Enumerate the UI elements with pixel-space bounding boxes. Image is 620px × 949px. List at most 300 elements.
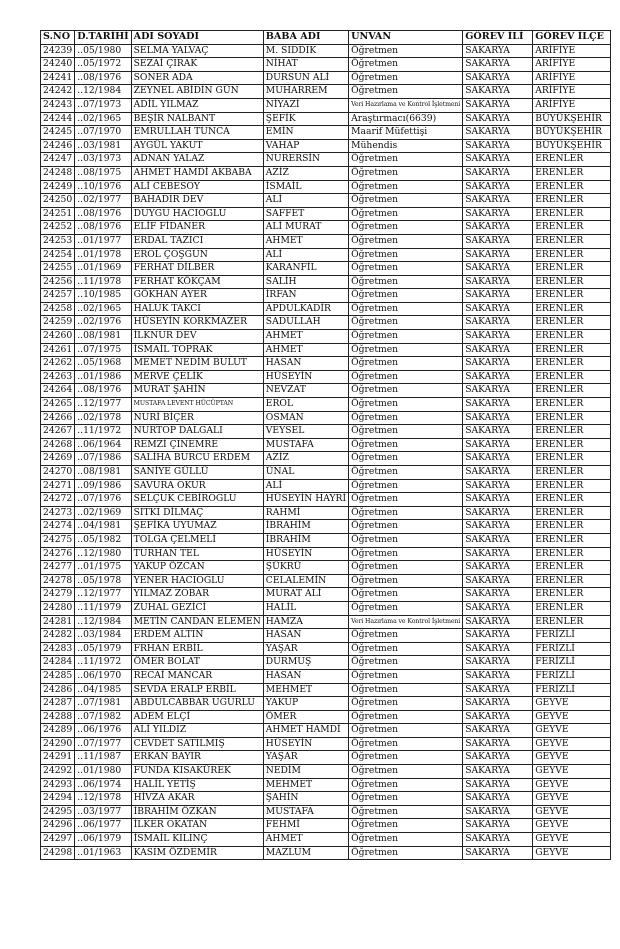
sno-cell: 24265 bbox=[41, 398, 75, 412]
birth-date-cell: ..03/1977 bbox=[75, 805, 131, 819]
full-name-cell: İLKER OKATAN bbox=[131, 819, 263, 833]
title-cell: Veri Hazırlama ve Kontrol İşletmeni bbox=[349, 98, 463, 112]
sno-cell: 24246 bbox=[41, 139, 75, 153]
province-cell: SAKARYA bbox=[463, 234, 533, 248]
table-row bbox=[41, 262, 611, 276]
father-name-cell: VAHAP bbox=[263, 139, 348, 153]
district-cell: ERENLER bbox=[533, 574, 611, 588]
district-cell: ERENLER bbox=[533, 425, 611, 439]
father-name-cell: MUHARREM bbox=[263, 85, 348, 99]
title-cell: Öğretmen bbox=[349, 710, 463, 724]
province-cell: SAKARYA bbox=[463, 615, 533, 629]
full-name-cell: ZUHAL GEZİCİ bbox=[131, 601, 263, 615]
birth-date-cell: ..01/1963 bbox=[75, 846, 131, 860]
province-cell: SAKARYA bbox=[463, 588, 533, 602]
birth-date-cell: ..02/1965 bbox=[75, 112, 131, 126]
birth-date-cell: ..07/1970 bbox=[75, 126, 131, 140]
province-cell: SAKARYA bbox=[463, 262, 533, 276]
father-name-cell: ŞEFİK bbox=[263, 112, 348, 126]
full-name-cell: ABDULCABBAR UGURLU bbox=[131, 697, 263, 711]
table-row bbox=[41, 642, 611, 656]
full-name-cell: ALİ CEBESOY bbox=[131, 180, 263, 194]
sno-cell: 24272 bbox=[41, 493, 75, 507]
table-row bbox=[41, 85, 611, 99]
table-row bbox=[41, 737, 611, 751]
sno-cell: 24279 bbox=[41, 588, 75, 602]
table-row bbox=[41, 533, 611, 547]
table-row bbox=[41, 330, 611, 344]
full-name-cell: HİVZA AKAR bbox=[131, 792, 263, 806]
birth-date-cell: ..06/1977 bbox=[75, 819, 131, 833]
father-name-cell: HASAN bbox=[263, 357, 348, 371]
birth-date-cell: ..12/1977 bbox=[75, 588, 131, 602]
province-cell: SAKARYA bbox=[463, 438, 533, 452]
title-cell: Öğretmen bbox=[349, 724, 463, 738]
full-name-cell: NURTOP DALGALI bbox=[131, 425, 263, 439]
father-name-cell: ŞAHİN bbox=[263, 792, 348, 806]
province-cell: SAKARYA bbox=[463, 751, 533, 765]
birth-date-cell: ..02/1965 bbox=[75, 302, 131, 316]
header-full-name: ADI SOYADI bbox=[131, 31, 263, 45]
father-name-cell: FEHMİ bbox=[263, 819, 348, 833]
province-cell: SAKARYA bbox=[463, 805, 533, 819]
table-row bbox=[41, 112, 611, 126]
title-cell: Öğretmen bbox=[349, 574, 463, 588]
sno-cell: 24284 bbox=[41, 656, 75, 670]
full-name-cell: HÜSEYİN KORKMAZER bbox=[131, 316, 263, 330]
birth-date-cell: ..08/1976 bbox=[75, 207, 131, 221]
father-name-cell: SALİH bbox=[263, 275, 348, 289]
sno-cell: 24245 bbox=[41, 126, 75, 140]
district-cell: ERENLER bbox=[533, 262, 611, 276]
sno-cell: 24268 bbox=[41, 438, 75, 452]
table-row bbox=[41, 724, 611, 738]
title-cell: Öğretmen bbox=[349, 547, 463, 561]
birth-date-cell: ..07/1977 bbox=[75, 737, 131, 751]
birth-date-cell: ..02/1977 bbox=[75, 194, 131, 208]
district-cell: ERENLER bbox=[533, 234, 611, 248]
district-cell: ERENLER bbox=[533, 370, 611, 384]
father-name-cell: NEVZAT bbox=[263, 384, 348, 398]
title-cell: Öğretmen bbox=[349, 669, 463, 683]
birth-date-cell: ..07/1986 bbox=[75, 452, 131, 466]
full-name-cell: ADNAN YALAZ bbox=[131, 153, 263, 167]
full-name-cell: YAKUP ÖZCAN bbox=[131, 561, 263, 575]
full-name-cell: İSMAİL TOPRAK bbox=[131, 343, 263, 357]
district-cell: ERENLER bbox=[533, 207, 611, 221]
birth-date-cell: ..06/1964 bbox=[75, 438, 131, 452]
province-cell: SAKARYA bbox=[463, 180, 533, 194]
table-row bbox=[41, 833, 611, 847]
district-cell: GEYVE bbox=[533, 819, 611, 833]
sno-cell: 24275 bbox=[41, 533, 75, 547]
district-cell: ARİFİYE bbox=[533, 85, 611, 99]
district-cell: ERENLER bbox=[533, 506, 611, 520]
sno-cell: 24256 bbox=[41, 275, 75, 289]
table-row bbox=[41, 574, 611, 588]
province-cell: SAKARYA bbox=[463, 710, 533, 724]
title-cell: Öğretmen bbox=[349, 765, 463, 779]
province-cell: SAKARYA bbox=[463, 330, 533, 344]
sno-cell: 24249 bbox=[41, 180, 75, 194]
full-name-cell: FUNDA KISAKÜREK bbox=[131, 765, 263, 779]
table-row bbox=[41, 438, 611, 452]
title-cell: Öğretmen bbox=[349, 330, 463, 344]
birth-date-cell: ..12/1980 bbox=[75, 547, 131, 561]
full-name-cell: ADİL YILMAZ bbox=[131, 98, 263, 112]
title-cell: Öğretmen bbox=[349, 493, 463, 507]
title-cell: Öğretmen bbox=[349, 343, 463, 357]
birth-date-cell: ..02/1978 bbox=[75, 411, 131, 425]
district-cell: ERENLER bbox=[533, 438, 611, 452]
district-cell: ERENLER bbox=[533, 357, 611, 371]
province-cell: SAKARYA bbox=[463, 343, 533, 357]
father-name-cell: AZİZ bbox=[263, 452, 348, 466]
title-cell: Öğretmen bbox=[349, 561, 463, 575]
father-name-cell: ÖMER bbox=[263, 710, 348, 724]
province-cell: SAKARYA bbox=[463, 71, 533, 85]
table-row bbox=[41, 153, 611, 167]
sno-cell: 24289 bbox=[41, 724, 75, 738]
title-cell: Öğretmen bbox=[349, 357, 463, 371]
province-cell: SAKARYA bbox=[463, 411, 533, 425]
sno-cell: 24276 bbox=[41, 547, 75, 561]
district-cell: ERENLER bbox=[533, 330, 611, 344]
title-cell: Öğretmen bbox=[349, 642, 463, 656]
title-cell: Öğretmen bbox=[349, 234, 463, 248]
sno-cell: 24263 bbox=[41, 370, 75, 384]
full-name-cell: HALİL YETİŞ bbox=[131, 778, 263, 792]
province-cell: SAKARYA bbox=[463, 765, 533, 779]
province-cell: SAKARYA bbox=[463, 370, 533, 384]
table-row bbox=[41, 778, 611, 792]
birth-date-cell: ..10/1976 bbox=[75, 180, 131, 194]
table-row bbox=[41, 588, 611, 602]
sno-cell: 24294 bbox=[41, 792, 75, 806]
full-name-cell: AYGÜL YAKUT bbox=[131, 139, 263, 153]
full-name-cell: BEŞİR NALBANT bbox=[131, 112, 263, 126]
full-name-cell: SELÇUK CEBİROĞLU bbox=[131, 493, 263, 507]
full-name-cell: GÖKHAN AYER bbox=[131, 289, 263, 303]
district-cell: FERİZLİ bbox=[533, 669, 611, 683]
district-cell: ERENLER bbox=[533, 302, 611, 316]
full-name-cell: TOLGA ÇELMELİ bbox=[131, 533, 263, 547]
birth-date-cell: ..05/1978 bbox=[75, 574, 131, 588]
title-cell: Öğretmen bbox=[349, 262, 463, 276]
table-row bbox=[41, 615, 611, 629]
sno-cell: 24271 bbox=[41, 479, 75, 493]
district-cell: FERİZLİ bbox=[533, 642, 611, 656]
province-cell: SAKARYA bbox=[463, 669, 533, 683]
title-cell: Öğretmen bbox=[349, 248, 463, 262]
father-name-cell: ALİ bbox=[263, 248, 348, 262]
father-name-cell: SADULLAH bbox=[263, 316, 348, 330]
sno-cell: 24262 bbox=[41, 357, 75, 371]
birth-date-cell: ..04/1985 bbox=[75, 683, 131, 697]
title-cell: Öğretmen bbox=[349, 819, 463, 833]
birth-date-cell: ..12/1977 bbox=[75, 398, 131, 412]
district-cell: ARİFİYE bbox=[533, 98, 611, 112]
sno-cell: 24258 bbox=[41, 302, 75, 316]
province-cell: SAKARYA bbox=[463, 112, 533, 126]
birth-date-cell: ..11/1972 bbox=[75, 656, 131, 670]
title-cell: Öğretmen bbox=[349, 166, 463, 180]
father-name-cell: YAŞAR bbox=[263, 642, 348, 656]
table-row bbox=[41, 805, 611, 819]
province-cell: SAKARYA bbox=[463, 466, 533, 480]
full-name-cell: MURAT ŞAHİN bbox=[131, 384, 263, 398]
province-cell: SAKARYA bbox=[463, 153, 533, 167]
district-cell: ERENLER bbox=[533, 343, 611, 357]
table-row bbox=[41, 194, 611, 208]
birth-date-cell: ..08/1976 bbox=[75, 221, 131, 235]
district-cell: ERENLER bbox=[533, 588, 611, 602]
district-cell: ERENLER bbox=[533, 398, 611, 412]
full-name-cell: NURİ BİÇER bbox=[131, 411, 263, 425]
sno-cell: 24244 bbox=[41, 112, 75, 126]
district-cell: GEYVE bbox=[533, 710, 611, 724]
title-cell: Öğretmen bbox=[349, 683, 463, 697]
birth-date-cell: ..08/1976 bbox=[75, 71, 131, 85]
table-row bbox=[41, 44, 611, 58]
title-cell: Öğretmen bbox=[349, 805, 463, 819]
table-row bbox=[41, 547, 611, 561]
table-row bbox=[41, 398, 611, 412]
title-cell: Öğretmen bbox=[349, 479, 463, 493]
full-name-cell: İBRAHİM ÖZKAN bbox=[131, 805, 263, 819]
district-cell: GEYVE bbox=[533, 724, 611, 738]
table-row bbox=[41, 166, 611, 180]
table-row bbox=[41, 561, 611, 575]
sno-cell: 24264 bbox=[41, 384, 75, 398]
father-name-cell: MURAT ALİ bbox=[263, 588, 348, 602]
header-province: GÖREV İLİ bbox=[463, 31, 533, 45]
sno-cell: 24254 bbox=[41, 248, 75, 262]
full-name-cell: EMRULLAH TUNCA bbox=[131, 126, 263, 140]
birth-date-cell: ..07/1973 bbox=[75, 98, 131, 112]
table-row bbox=[41, 289, 611, 303]
full-name-cell: FRHAN ERBİL bbox=[131, 642, 263, 656]
province-cell: SAKARYA bbox=[463, 642, 533, 656]
header-district: GÖREV İLÇE bbox=[533, 31, 611, 45]
table-row bbox=[41, 71, 611, 85]
district-cell: ERENLER bbox=[533, 493, 611, 507]
district-cell: ERENLER bbox=[533, 289, 611, 303]
sno-cell: 24282 bbox=[41, 629, 75, 643]
title-cell: Öğretmen bbox=[349, 697, 463, 711]
table-row bbox=[41, 765, 611, 779]
birth-date-cell: ..08/1976 bbox=[75, 384, 131, 398]
sno-cell: 24251 bbox=[41, 207, 75, 221]
province-cell: SAKARYA bbox=[463, 98, 533, 112]
title-cell: Öğretmen bbox=[349, 221, 463, 235]
sno-cell: 24260 bbox=[41, 330, 75, 344]
table-row bbox=[41, 302, 611, 316]
birth-date-cell: ..07/1975 bbox=[75, 343, 131, 357]
sno-cell: 24270 bbox=[41, 466, 75, 480]
sno-cell: 24259 bbox=[41, 316, 75, 330]
table-row bbox=[41, 180, 611, 194]
table-row bbox=[41, 751, 611, 765]
province-cell: SAKARYA bbox=[463, 139, 533, 153]
birth-date-cell: ..08/1981 bbox=[75, 466, 131, 480]
sno-cell: 24239 bbox=[41, 44, 75, 58]
sno-cell: 24240 bbox=[41, 58, 75, 72]
table-row bbox=[41, 384, 611, 398]
full-name-cell: ZEYNEL ABİDİN GÜN bbox=[131, 85, 263, 99]
table-row bbox=[41, 234, 611, 248]
title-cell: Öğretmen bbox=[349, 180, 463, 194]
father-name-cell: AHMET HAMDİ bbox=[263, 724, 348, 738]
father-name-cell: RAHMİ bbox=[263, 506, 348, 520]
full-name-cell: ŞEFİKA UYUMAZ bbox=[131, 520, 263, 534]
title-cell: Öğretmen bbox=[349, 194, 463, 208]
sno-cell: 24296 bbox=[41, 819, 75, 833]
province-cell: SAKARYA bbox=[463, 248, 533, 262]
sno-cell: 24290 bbox=[41, 737, 75, 751]
table-row bbox=[41, 479, 611, 493]
district-cell: FERİZLİ bbox=[533, 629, 611, 643]
full-name-cell: EROL ÇOŞGUN bbox=[131, 248, 263, 262]
father-name-cell: SAFFET bbox=[263, 207, 348, 221]
table-row bbox=[41, 629, 611, 643]
sno-cell: 24267 bbox=[41, 425, 75, 439]
sno-cell: 24285 bbox=[41, 669, 75, 683]
birth-date-cell: ..02/1976 bbox=[75, 316, 131, 330]
title-cell: Öğretmen bbox=[349, 207, 463, 221]
father-name-cell: ALİ bbox=[263, 479, 348, 493]
birth-date-cell: ..12/1978 bbox=[75, 792, 131, 806]
birth-date-cell: ..10/1985 bbox=[75, 289, 131, 303]
district-cell: GEYVE bbox=[533, 833, 611, 847]
province-cell: SAKARYA bbox=[463, 425, 533, 439]
province-cell: SAKARYA bbox=[463, 737, 533, 751]
district-cell: ERENLER bbox=[533, 248, 611, 262]
table-row bbox=[41, 425, 611, 439]
birth-date-cell: ..08/1975 bbox=[75, 166, 131, 180]
table-row bbox=[41, 343, 611, 357]
father-name-cell: CELALEMİN bbox=[263, 574, 348, 588]
district-cell: BÜYÜKŞEHİR bbox=[533, 126, 611, 140]
sno-cell: 24274 bbox=[41, 520, 75, 534]
district-cell: ERENLER bbox=[533, 166, 611, 180]
birth-date-cell: ..11/1987 bbox=[75, 751, 131, 765]
full-name-cell: FERHAT KÖKÇAM bbox=[131, 275, 263, 289]
district-cell: ERENLER bbox=[533, 153, 611, 167]
table-row bbox=[41, 316, 611, 330]
province-cell: SAKARYA bbox=[463, 533, 533, 547]
district-cell: ARİFİYE bbox=[533, 71, 611, 85]
title-cell: Öğretmen bbox=[349, 792, 463, 806]
father-name-cell: MUSTAFA bbox=[263, 438, 348, 452]
full-name-cell: MERVE ÇELİK bbox=[131, 370, 263, 384]
birth-date-cell: ..05/1979 bbox=[75, 642, 131, 656]
sno-cell: 24242 bbox=[41, 85, 75, 99]
province-cell: SAKARYA bbox=[463, 697, 533, 711]
father-name-cell: MEHMET bbox=[263, 683, 348, 697]
sno-cell: 24255 bbox=[41, 262, 75, 276]
district-cell: ARİFİYE bbox=[533, 58, 611, 72]
title-cell: Öğretmen bbox=[349, 85, 463, 99]
father-name-cell: AHMET bbox=[263, 330, 348, 344]
province-cell: SAKARYA bbox=[463, 207, 533, 221]
father-name-cell: AHMET bbox=[263, 343, 348, 357]
sno-cell: 24243 bbox=[41, 98, 75, 112]
father-name-cell: AHMET bbox=[263, 833, 348, 847]
district-cell: FERİZLİ bbox=[533, 656, 611, 670]
birth-date-cell: ..06/1970 bbox=[75, 669, 131, 683]
father-name-cell: ÜNAL bbox=[263, 466, 348, 480]
province-cell: SAKARYA bbox=[463, 683, 533, 697]
birth-date-cell: ..06/1979 bbox=[75, 833, 131, 847]
full-name-cell: BAHADIR DEV bbox=[131, 194, 263, 208]
birth-date-cell: ..05/1982 bbox=[75, 533, 131, 547]
father-name-cell: APDULKADİR bbox=[263, 302, 348, 316]
table-row bbox=[41, 452, 611, 466]
father-name-cell: ALİ bbox=[263, 194, 348, 208]
title-cell: Öğretmen bbox=[349, 384, 463, 398]
father-name-cell: KARANFİL bbox=[263, 262, 348, 276]
header-title: UNVAN bbox=[349, 31, 463, 45]
birth-date-cell: ..02/1969 bbox=[75, 506, 131, 520]
father-name-cell: HÜSEYİN HAYRİ bbox=[263, 493, 348, 507]
province-cell: SAKARYA bbox=[463, 506, 533, 520]
sno-cell: 24253 bbox=[41, 234, 75, 248]
father-name-cell: NİYAZİ bbox=[263, 98, 348, 112]
province-cell: SAKARYA bbox=[463, 846, 533, 860]
district-cell: ERENLER bbox=[533, 316, 611, 330]
birth-date-cell: ..11/1978 bbox=[75, 275, 131, 289]
title-cell: Öğretmen bbox=[349, 425, 463, 439]
province-cell: SAKARYA bbox=[463, 302, 533, 316]
title-cell: Öğretmen bbox=[349, 275, 463, 289]
full-name-cell: FERHAT DİLBER bbox=[131, 262, 263, 276]
title-cell: Öğretmen bbox=[349, 588, 463, 602]
birth-date-cell: ..08/1981 bbox=[75, 330, 131, 344]
table-row bbox=[41, 656, 611, 670]
birth-date-cell: ..03/1981 bbox=[75, 139, 131, 153]
father-name-cell: İBRAHİM bbox=[263, 520, 348, 534]
full-name-cell: REMZİ ÇINEMRE bbox=[131, 438, 263, 452]
title-cell: Öğretmen bbox=[349, 506, 463, 520]
full-name-cell: DUYGU HACIOĞLU bbox=[131, 207, 263, 221]
full-name-cell: SALİHA BURCU ERDEM bbox=[131, 452, 263, 466]
full-name-cell: SEVDA ERALP ERBİL bbox=[131, 683, 263, 697]
title-cell: Öğretmen bbox=[349, 751, 463, 765]
sno-cell: 24287 bbox=[41, 697, 75, 711]
full-name-cell: SITKI DİLMAÇ bbox=[131, 506, 263, 520]
sno-cell: 24266 bbox=[41, 411, 75, 425]
title-cell: Öğretmen bbox=[349, 533, 463, 547]
father-name-cell: AZİZ bbox=[263, 166, 348, 180]
district-cell: BÜYÜKŞEHİR bbox=[533, 139, 611, 153]
table-row bbox=[41, 275, 611, 289]
table-row bbox=[41, 58, 611, 72]
sno-cell: 24273 bbox=[41, 506, 75, 520]
birth-date-cell: ..09/1986 bbox=[75, 479, 131, 493]
father-name-cell: HÜSEYİN bbox=[263, 547, 348, 561]
full-name-cell: ERKAN BAYIR bbox=[131, 751, 263, 765]
father-name-cell: HAMZA bbox=[263, 615, 348, 629]
full-name-cell: SONER ADA bbox=[131, 71, 263, 85]
full-name-cell: ERDAL TAZICI bbox=[131, 234, 263, 248]
header-birth-date: D.TARİHİ bbox=[75, 31, 131, 45]
province-cell: SAKARYA bbox=[463, 656, 533, 670]
father-name-cell: DURSUN ALİ bbox=[263, 71, 348, 85]
birth-date-cell: ..05/1980 bbox=[75, 44, 131, 58]
table-row bbox=[41, 520, 611, 534]
father-name-cell: HASAN bbox=[263, 629, 348, 643]
